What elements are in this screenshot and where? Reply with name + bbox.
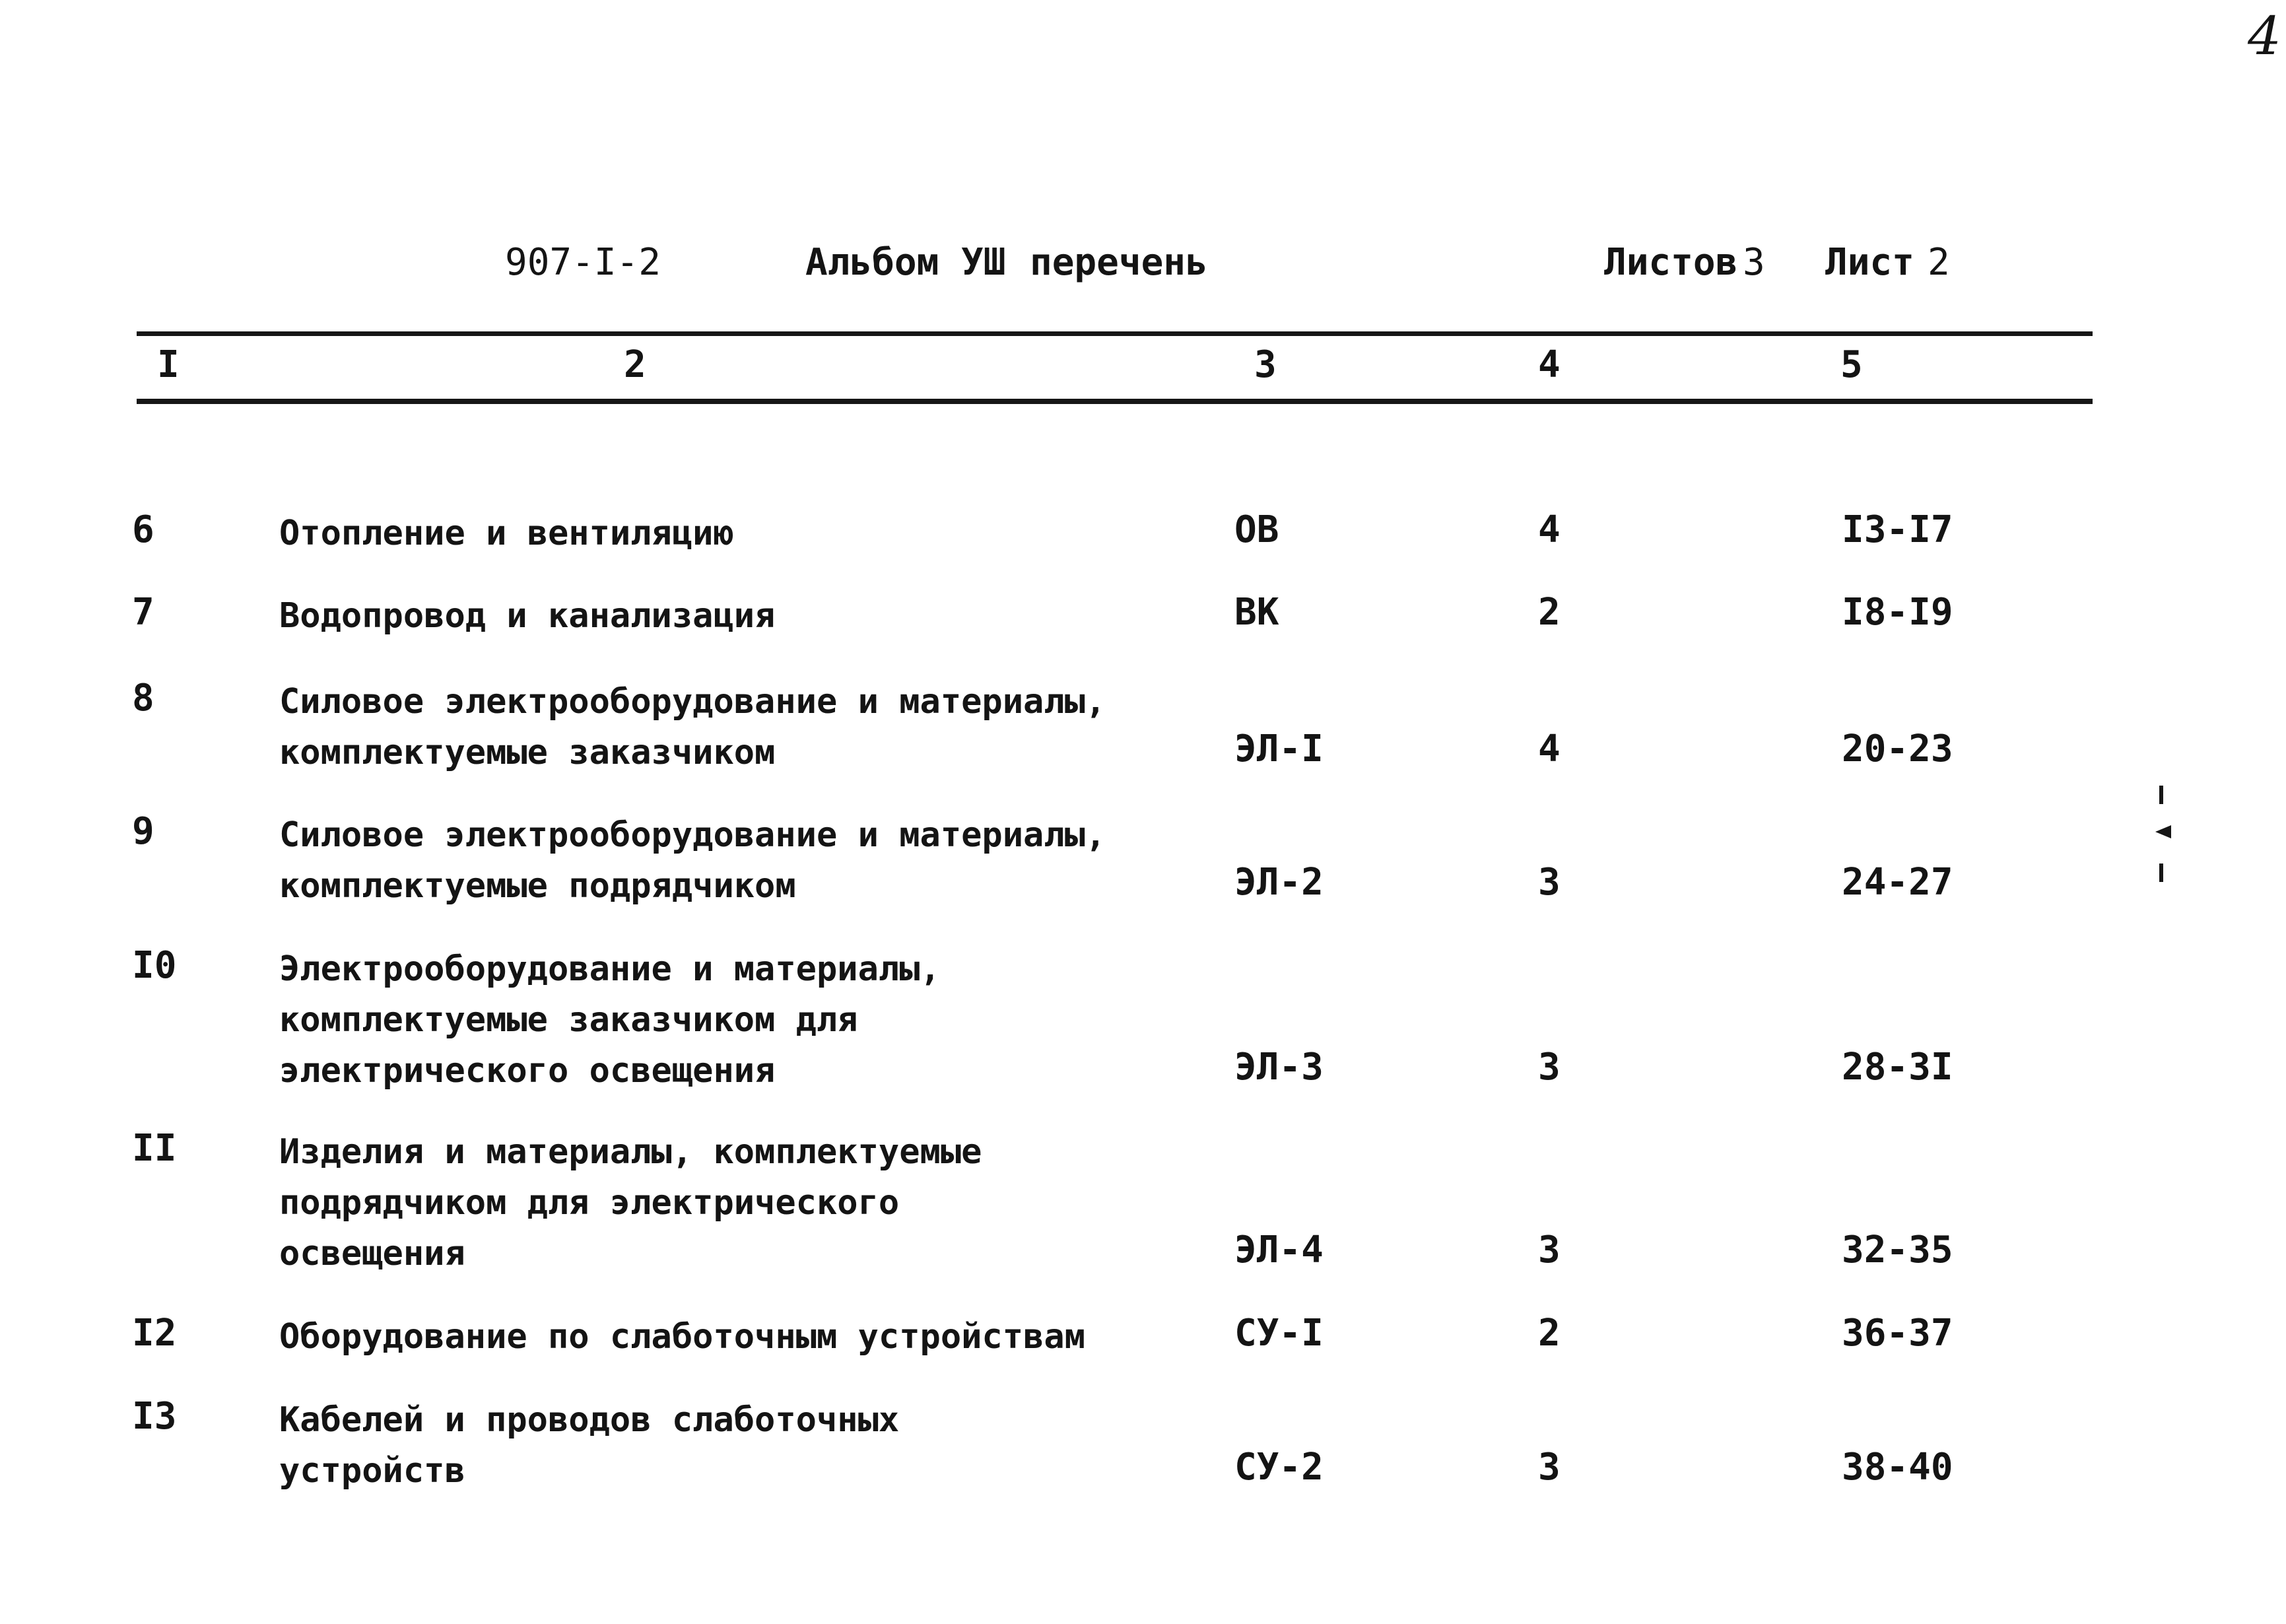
row-code: ВК xyxy=(1234,591,1279,634)
row-title xyxy=(279,591,775,642)
column-number-1: I xyxy=(157,343,180,386)
row-code: ЭЛ-2 xyxy=(1234,861,1324,904)
row-title xyxy=(279,944,941,1097)
row-title-line: Электрооборудование и материалы, xyxy=(279,949,941,989)
row-title xyxy=(279,1127,982,1279)
row-pages: 20-23 xyxy=(1842,727,1953,770)
row-pages: 24-27 xyxy=(1842,861,1953,904)
album-label: Альбом УШ xyxy=(805,241,1006,284)
row-number: 8 xyxy=(132,677,154,720)
row-title xyxy=(279,1395,899,1497)
row-sheets: 3 xyxy=(1538,1446,1561,1489)
row-code: ОВ xyxy=(1234,508,1279,551)
row-pages: 28-3I xyxy=(1842,1046,1953,1089)
row-title-line: комплектуемые заказчиком xyxy=(279,733,776,772)
column-number-4: 4 xyxy=(1538,343,1561,386)
row-title-line: Изделия и материалы, комплектуемые xyxy=(279,1132,982,1172)
row-sheets: 3 xyxy=(1538,1229,1561,1271)
sheets-label: Листов xyxy=(1604,241,1738,284)
sheet-label: Лист xyxy=(1825,241,1914,284)
row-title-line: Водопровод и канализация xyxy=(279,596,776,636)
document-code: 907-I-2 xyxy=(505,241,661,284)
row-title-line: комплектуемые заказчиком для xyxy=(279,1000,858,1040)
row-sheets: 3 xyxy=(1538,861,1561,904)
row-sheets: 4 xyxy=(1538,727,1561,770)
sheets-value: 3 xyxy=(1743,241,1765,284)
binding-margin-mark xyxy=(2149,786,2175,885)
row-sheets: 2 xyxy=(1538,1312,1561,1355)
bottom-rule xyxy=(137,399,2093,404)
row-title xyxy=(279,677,1106,778)
corner-page-mark: 4 xyxy=(2248,5,2281,67)
row-number: I2 xyxy=(132,1312,177,1355)
row-sheets: 4 xyxy=(1538,508,1561,551)
row-title-line: подрядчиком для электрического xyxy=(279,1183,900,1223)
row-title-line: освещения xyxy=(279,1234,465,1273)
row-pages: 32-35 xyxy=(1842,1229,1953,1271)
row-title-line: Кабелей и проводов слаботочных xyxy=(279,1400,900,1440)
row-code: СУ-I xyxy=(1234,1312,1324,1355)
row-code: ЭЛ-I xyxy=(1234,727,1324,770)
row-pages: 36-37 xyxy=(1842,1312,1953,1355)
row-number: 6 xyxy=(132,508,154,551)
row-title-line: Отопление и вентиляцию xyxy=(279,514,734,553)
row-title-line: устройств xyxy=(279,1451,465,1491)
row-pages: I8-I9 xyxy=(1842,591,1953,634)
row-title xyxy=(279,508,734,559)
row-number: I0 xyxy=(132,944,177,987)
row-title-line: электрического освещения xyxy=(279,1051,776,1091)
row-title xyxy=(279,810,1106,912)
row-title-line: комплектуемые подрядчиком xyxy=(279,866,796,906)
sheet-value: 2 xyxy=(1928,241,1950,284)
row-title-line: Силовое электрооборудование и материалы, xyxy=(279,682,1106,722)
row-code: ЭЛ-3 xyxy=(1234,1046,1324,1089)
row-pages: 38-40 xyxy=(1842,1446,1953,1489)
row-number: 7 xyxy=(132,591,154,634)
list-title: перечень xyxy=(1030,241,1208,284)
row-number: I3 xyxy=(132,1395,177,1438)
row-pages: I3-I7 xyxy=(1842,508,1953,551)
row-number: 9 xyxy=(132,810,154,853)
row-sheets: 3 xyxy=(1538,1046,1561,1089)
column-number-5: 5 xyxy=(1840,343,1863,386)
column-number-2: 2 xyxy=(624,343,646,386)
row-code: СУ-2 xyxy=(1234,1446,1324,1489)
row-number: II xyxy=(132,1127,177,1170)
row-title-line: Силовое электрооборудование и материалы, xyxy=(279,815,1106,855)
column-number-3: 3 xyxy=(1254,343,1277,386)
row-title-line: Оборудование по слаботочным устройствам xyxy=(279,1317,1085,1357)
row-code: ЭЛ-4 xyxy=(1234,1229,1324,1271)
top-rule xyxy=(137,331,2093,336)
row-sheets: 2 xyxy=(1538,591,1561,634)
row-title xyxy=(279,1312,1085,1363)
